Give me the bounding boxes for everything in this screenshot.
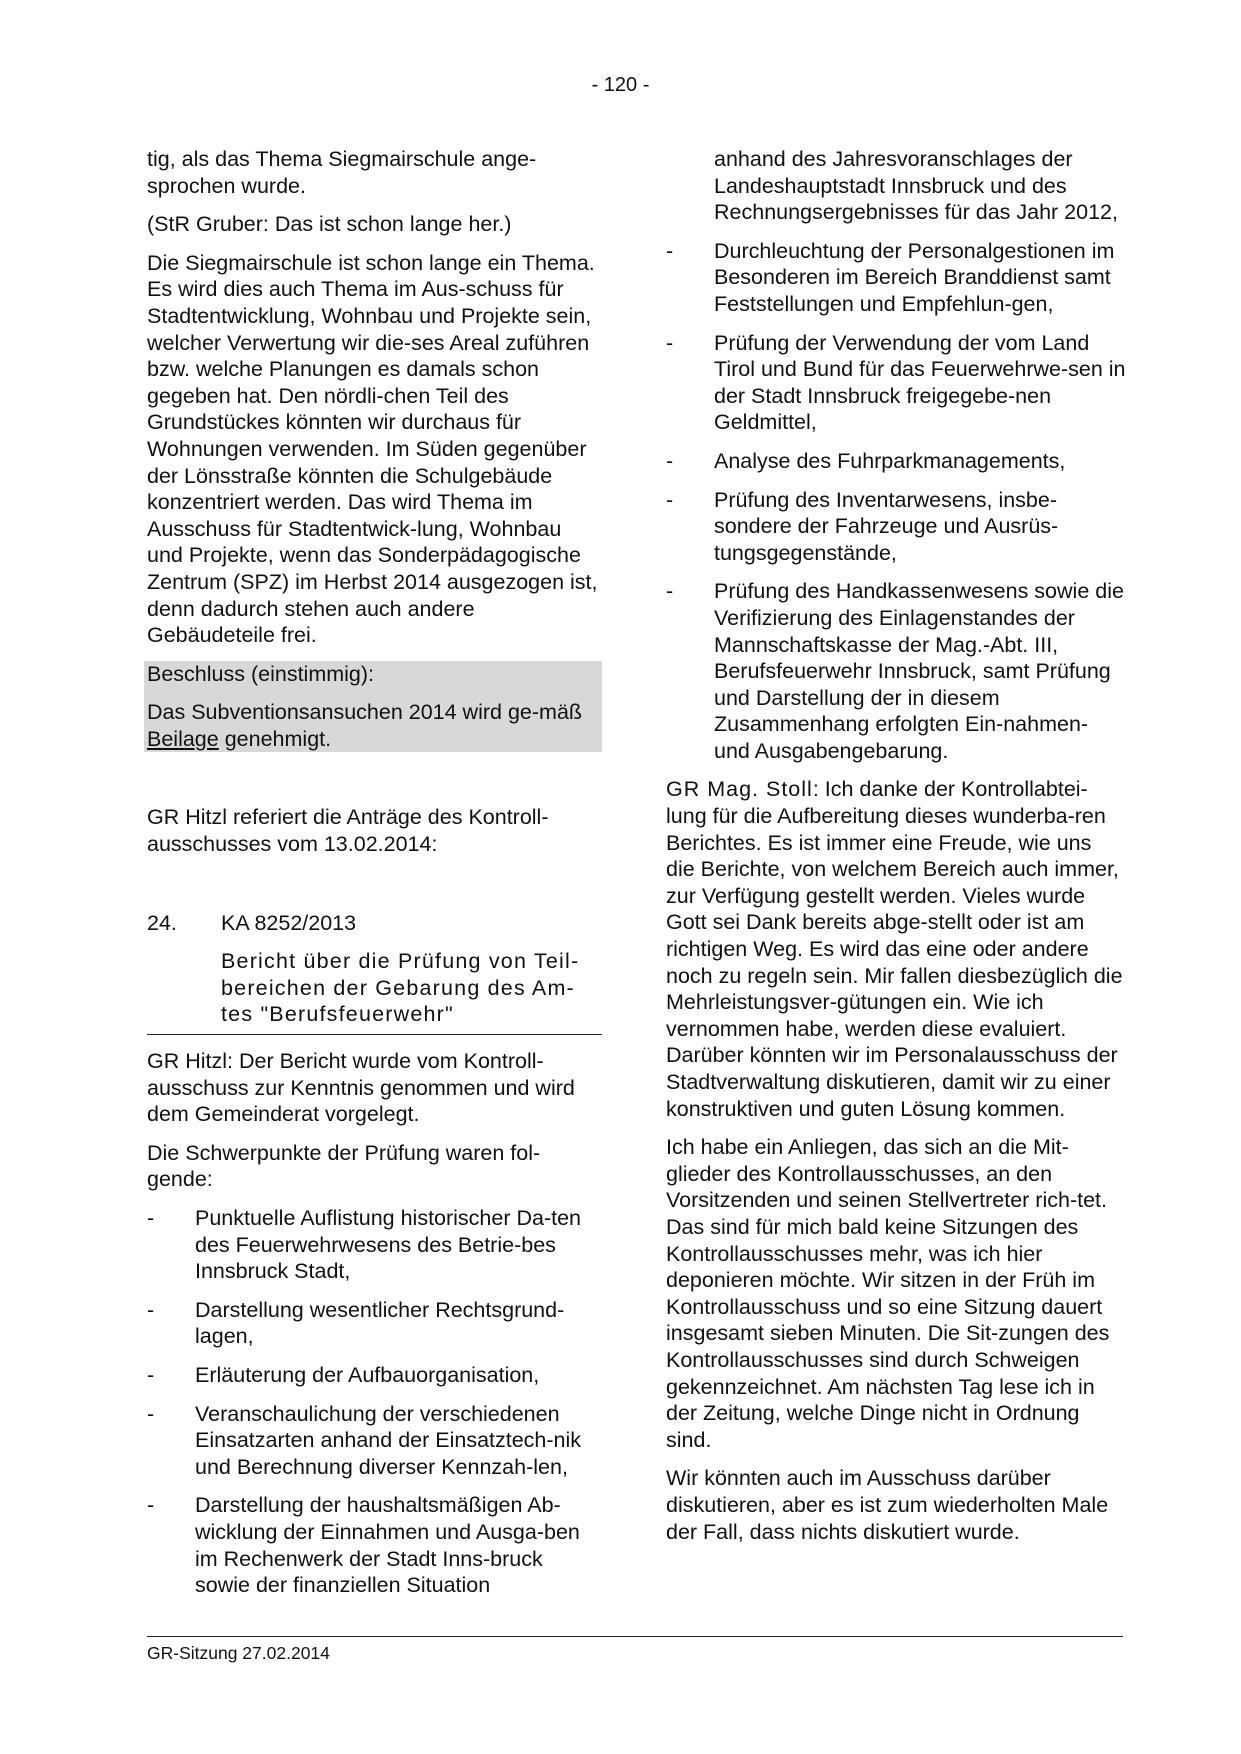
left-column — [147, 146, 599, 1611]
decision-label: Beschluss (einstimmig): — [147, 661, 374, 686]
item-title: Bericht über die Prüfung von Teil-bereichen der Gebarung des Am-tes "Berufsfeuerwehr" — [221, 949, 580, 1027]
decision-box — [144, 661, 602, 753]
list-continuation: anhand des Jahresvoranschlages der Landeshauptstadt Innsbruck und des Rechnungsergebnisses für das Jahr 2012, — [714, 147, 1118, 225]
interjection: (StR Gruber: Das ist schon lange her.) — [147, 212, 512, 237]
focus-list — [147, 1205, 599, 1599]
paragraph: Wir könnten auch im Ausschuss darüber diskutieren, aber es ist zum wiederholten Male der Fall, dass nichts diskutiert wurde. — [666, 1466, 1109, 1544]
right-column — [666, 146, 1126, 1557]
list-item: - Durchleuchtung der Personalgestionen im Besonderen im Bereich Branddienst samt Feststellungen und Empfehlun-gen, — [666, 238, 1115, 316]
paragraph: tig, als das Thema Siegmairschule ange-sprochen wurde. — [147, 147, 537, 198]
paragraph: GR Hitzl: Der Bericht wurde vom Kontroll-ausschuss zur Kenntnis genommen und wird dem Gemeinderat vorgelegt. — [147, 1049, 575, 1127]
list-item: - Analyse des Fuhrparkmanagements, — [666, 448, 1066, 473]
list-item: - Prüfung des Handkassenwesens sowie die Verifizierung des Einlagenstandes der Mannschaftskasse der Mag.-Abt. III, Berufsfeuerwehr Innsbruck, samt Prüfung und Darstellung der in diesem Zusammenhang erfolgten Ein-nahmen- und Ausgabengebarung. — [666, 579, 1124, 763]
agenda-item-header — [147, 910, 599, 937]
list-item: - Prüfung der Verwendung der vom Land Tirol und Bund für das Feuerwehrwe-sen in der Stadt Innsbruck freigegebe-nen Geldmittel, — [666, 330, 1126, 435]
paragraph: Die Schwerpunkte der Prüfung waren fol-gende: — [147, 1140, 541, 1192]
list-item: - Darstellung wesentlicher Rechtsgrund-lagen, — [147, 1297, 565, 1349]
list-item: - Veranschaulichung der verschiedenen Einsatzarten anhand der Einsatztech-nik und Berechnung diverser Kennzah-len, — [147, 1401, 582, 1479]
focus-list-continued — [666, 238, 1126, 765]
footer-text: GR-Sitzung 27.02.2014 — [147, 1643, 330, 1663]
beilage-link[interactable]: Beilage — [147, 726, 219, 751]
list-item: - Erläuterung der Aufbauorganisation, — [147, 1362, 540, 1387]
paragraph: Ich habe ein Anliegen, das sich an die Mit-glieder des Kontrollausschusses, an den Vorsitzenden und seinen Stellvertreter rich-tet. Das sind für mich bald keine Sitzungen des Kontrollausschusses mehr, was ich hier deponieren möchte. Wir sitzen in der Früh im Kontrollausschuss und so eine Sitzung dauert insgesamt sieben Minuten. Die Sit-zungen des Kontrollausschusses sind durch Schweigen gekennzeichnet. Am nächsten Tag lese ich in der Zeitung, welche Dinge nicht in Ordnung sind. — [666, 1135, 1110, 1452]
list-item: - Prüfung des Inventarwesens, insbe-sondere der Fahrzeuge und Ausrüs-tungsgegenstände, — [666, 487, 1059, 565]
intro-paragraph: GR Hitzl referiert die Anträge des Kontroll-ausschusses vom 13.02.2014: — [147, 805, 549, 857]
decision-text: Das Subventionsansuchen 2014 wird ge-mäß Beilage genehmigt. — [147, 700, 583, 751]
paragraph: Die Siegmairschule ist schon lange ein Thema. Es wird dies auch Thema im Aus-schuss für Stadtentwicklung, Wohnbau und Projekte sein, welcher Verwertung wir die-ses Areal zuführen bzw. welche Planungen es damals schon gegeben hat. Den nördli-chen Teil des Grundstückes könnten wir durchaus für Wohnungen verwenden. Im Süden gegenüber der Lönsstraße könnten die Schulgebäude konzentriert werden. Das wird Thema im Ausschuss für Stadtentwick-lung, Wohnbau und Projekte, wenn das Sonderpädagogische Zentrum (SPZ) im Herbst 2014 ausgezogen ist, denn dadurch stehen auch andere Gebäudeteile frei. — [147, 250, 598, 648]
item-reference: KA 8252/2013 — [221, 910, 357, 935]
footer-divider — [147, 1636, 1123, 1637]
list-item: - Darstellung der haushaltsmäßigen Ab-wicklung der Einnahmen und Ausga-ben im Rechenwerk der Stadt Inns-bruck sowie der finanziellen Situation — [147, 1493, 580, 1598]
divider — [147, 1034, 602, 1035]
page-number: - 120 - — [591, 74, 650, 96]
item-number: 24. — [147, 910, 177, 935]
paragraph: GR Mag. Stoll: Ich danke der Kontrollabtei-lung für die Aufbereitung dieses wunderba-ren Berichtes. Es ist immer eine Freude, wie uns die Berichte, von welchem Bereich auch immer, zur Verfügung gestellt werden. Vieles wurde Gott sei Dank bereits abge-stellt oder ist am richtigen Weg. Es wird das eine oder andere noch zu regeln sein. Mir fallen diesbezüglich die Mehrleistungsver-gütungen ein. Wie ich vernommen habe, werden diese evaluiert. Darüber könnten wir im Personalausschuss der Stadtverwaltung diskutieren, damit wir zu einer konstruktiven und guten Lösung kommen. — [666, 777, 1123, 1121]
list-item: - Punktuelle Auflistung historischer Da-ten des Feuerwehrwesens des Betrie-bes Innsbruck Stadt, — [147, 1206, 582, 1284]
